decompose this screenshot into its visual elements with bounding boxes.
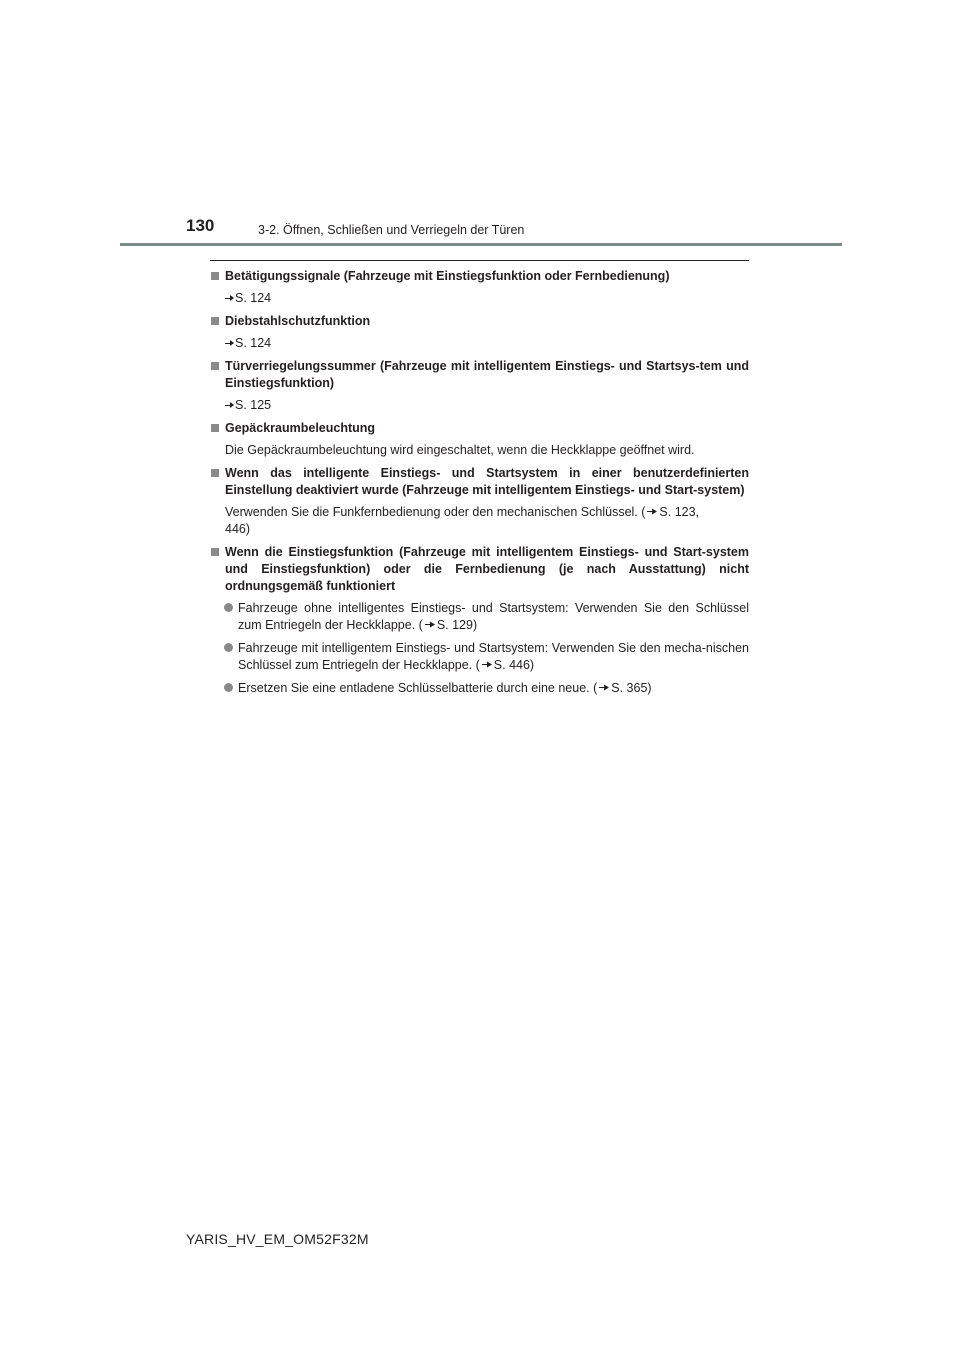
- body-text-start: Verwenden Sie die Funkfernbedienung oder den mechanischen Schlüssel. (: [225, 505, 646, 519]
- arrow-right-icon: [225, 405, 233, 406]
- section-heading: [211, 358, 749, 392]
- heading-text: Türverriegelungssummer (Fahrzeuge mit intelligentem Einstiegs- und Startsys-tem und Einstiegsfunktion): [225, 359, 749, 390]
- page-reference: [211, 290, 749, 307]
- heading-text: Wenn die Einstiegsfunktion (Fahrzeuge mit intelligentem Einstiegs- und Start-system und Einstiegsfunktion) oder die Fernbedienung (je nach Ausstattung) nicht ordnungsgemäß funktioniert: [225, 545, 749, 593]
- section-heading: [211, 465, 749, 499]
- square-bullet-icon: [211, 424, 219, 432]
- reference-link[interactable]: S. 129): [436, 618, 478, 632]
- circle-bullet-icon: [224, 683, 233, 692]
- arrow-right-icon: [599, 684, 609, 691]
- circle-bullet-icon: [224, 643, 233, 652]
- reference-link[interactable]: S. 124: [235, 336, 272, 350]
- content-area: [211, 268, 749, 703]
- header-rule: [120, 243, 842, 246]
- page-number: 130: [186, 216, 215, 235]
- list-item-text: Ersetzen Sie eine entladene Schlüsselbatterie durch eine neue. (: [238, 681, 598, 695]
- section-luggage-light: [211, 420, 749, 459]
- square-bullet-icon: [211, 548, 219, 556]
- section-heading: [211, 268, 749, 285]
- section-heading: [211, 544, 749, 595]
- heading-text: Diebstahlschutzfunktion: [225, 314, 371, 328]
- body-text-end: 446): [225, 522, 251, 536]
- reference-link[interactable]: S. 124: [235, 291, 272, 305]
- content-rule: [210, 260, 749, 261]
- chapter-title: 3-2. Öffnen, Schließen und Verriegeln der Türen: [258, 223, 525, 237]
- body-text: Die Gepäckraumbeleuchtung wird eingeschaltet, wenn die Heckklappe geöffnet wird.: [225, 443, 695, 457]
- list-item: [211, 680, 749, 697]
- section-theft-protection: [211, 313, 749, 352]
- heading-text: Gepäckraumbeleuchtung: [225, 421, 376, 435]
- arrow-right-icon: [225, 298, 233, 299]
- arrow-right-icon: [225, 343, 233, 344]
- arrow-right-icon: [482, 661, 492, 668]
- reference-link[interactable]: S. 446): [493, 658, 535, 672]
- square-bullet-icon: [211, 317, 219, 325]
- section-heading: [211, 313, 749, 330]
- list-item: [211, 640, 749, 674]
- footer-model-code: YARIS_HV_EM_OM52F32M: [186, 1231, 369, 1247]
- circle-bullet-icon: [224, 603, 233, 612]
- section-system-deactivated: [211, 465, 749, 538]
- reference-link[interactable]: S. 123,: [659, 505, 700, 519]
- section-operation-signals: [211, 268, 749, 307]
- square-bullet-icon: [211, 272, 219, 280]
- reference-link[interactable]: S. 125: [235, 398, 272, 412]
- arrow-right-icon: [647, 508, 657, 515]
- section-door-lock-buzzer: [211, 358, 749, 414]
- arrow-right-icon: [425, 621, 435, 628]
- list-item-text: Fahrzeuge ohne intelligentes Einstiegs- und Startsystem: Verwenden Sie den Schlüssel zum Entriegeln der Heckklappe. (: [238, 601, 749, 632]
- list-item-text: Fahrzeuge mit intelligentem Einstiegs- und Startsystem: Verwenden Sie den mecha-nischen Schlüssel zum Entriegeln der Heckklappe. (: [238, 641, 749, 672]
- square-bullet-icon: [211, 362, 219, 370]
- square-bullet-icon: [211, 469, 219, 477]
- page-reference: [211, 335, 749, 352]
- heading-text: Betätigungssignale (Fahrzeuge mit Einstiegsfunktion oder Fernbedienung): [225, 269, 670, 283]
- section-heading: [211, 420, 749, 437]
- section-malfunction: [211, 544, 749, 697]
- list-item: [211, 600, 749, 634]
- page-reference: [211, 397, 749, 414]
- body-text: [211, 504, 749, 538]
- reference-link[interactable]: S. 365): [611, 681, 652, 695]
- heading-text: Wenn das intelligente Einstiegs- und Startsystem in einer benutzerdefinierten Einstellung deaktiviert wurde (Fahrzeuge mit intelligentem Einstiegs- und Start-system): [225, 466, 749, 497]
